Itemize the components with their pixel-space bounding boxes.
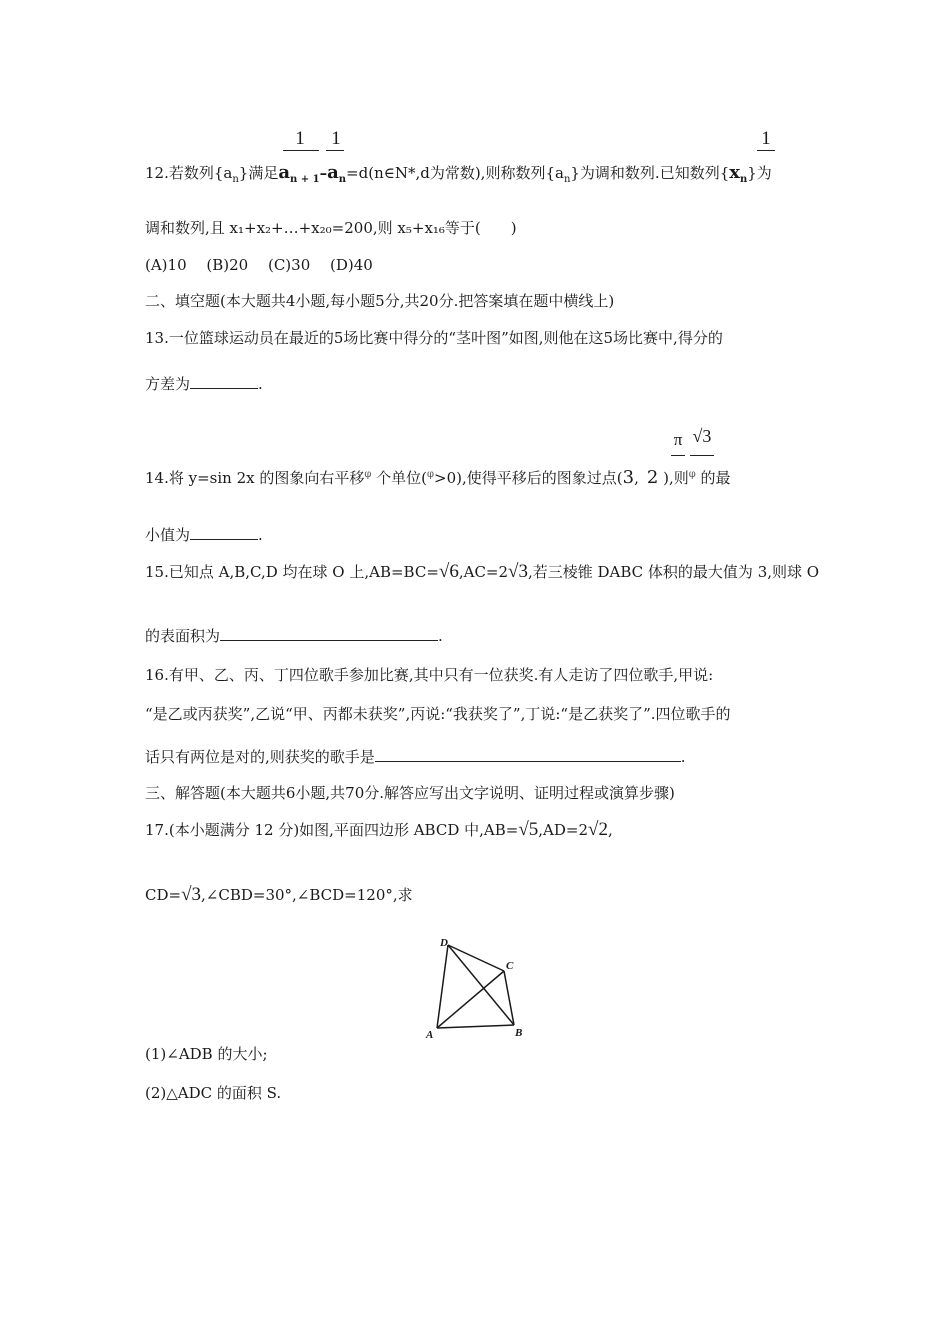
q12-prefix-sub: n [232,174,239,185]
q13-line-2 [145,372,263,394]
q12-xn-sub: n [739,174,748,185]
diagonal-db [448,945,514,1025]
q14-part1: 14.将 y=sin 2x 的图象向右平移 [145,469,365,487]
q14-part3: >0),使得平移后的图象过点( [434,469,623,487]
q14-frac-bar-1 [671,455,685,456]
q12-xn: x [729,162,740,183]
q14-end: . [258,526,263,544]
q14-line-2 [145,523,263,545]
q14-frac-pi: π [673,430,683,449]
q16-label: 话只有两位是对的,则获奖的歌手是 [145,748,375,766]
q14-phi-2: φ [427,469,435,480]
edge-ab [437,1025,514,1028]
q17-sqrt3: √3 [181,884,202,905]
section-2-heading: 二、填空题(本大题共4小题,每小题5分,共20分.把答案填在题中横线上) [145,292,615,310]
q12-suffix: }为 [747,164,772,182]
q12-an1-sub: n + 1 [290,174,320,185]
q14-label: 小值为 [145,526,191,544]
q14-answer-blank [190,523,258,540]
q14-frac-sqrt3: √3 [692,426,712,446]
q16-answer-blank [375,745,681,762]
q15-line-1 [145,562,819,582]
q15-part1: 15.已知点 A,B,C,D 均在球 O 上,AB=BC= [145,563,439,581]
q12-frac-bar-1 [283,150,319,151]
label-d: D [440,937,448,949]
q12-prefix: 12.若数列{a [145,164,233,182]
q12-mid2-sub: n [563,174,571,185]
q17-line-2 [145,885,413,905]
q12-an2: a [327,162,339,183]
q16-line-2: “是乙或丙获奖”,乙说“甲、丙都未获奖”,丙说:“我获奖了”,丁说:“是乙获奖了”.四位歌手的 [145,705,731,723]
q17-sub-2: (2)△ADC 的面积 S. [145,1084,282,1102]
quadrilateral-figure [420,935,535,1045]
q15-line-2 [145,624,443,646]
q16-end: . [680,748,686,766]
edge-da [437,945,448,1028]
q12-frac-num-1: 1 [295,128,305,149]
q14-frac-bar-2 [690,455,714,456]
label-b: B [515,1027,523,1039]
q12-frac-bar-2 [326,150,344,151]
q14-line-1: 14.将 y=sin 2x 的图象向右平移$^\varphi$ 个单位($^\varphi$>0),使得平移后的图象过点(3, 2 ),则$^\varphi$ 的最 [145,467,731,488]
q13-answer-blank [190,372,258,389]
q12-mid2: =d(n∈N*,d为常数),则称数列{a [346,164,564,182]
q15-end: . [438,627,443,645]
q14-denom-2: 2 [646,467,659,488]
q17-part2: ,AD=2 [538,821,589,839]
q15-sqrt6: √6 [438,561,459,582]
q16-line-1: 16.有甲、乙、丙、丁四位歌手参加比赛,其中只有一位获奖.有人走访了四位歌手,甲说: [145,666,714,684]
q15-label: 的表面积为 [145,627,221,645]
q12-frac-bar-3 [757,150,775,151]
diagonal-ac [437,971,504,1028]
q17-sqrt2: √2 [588,819,608,840]
label-c: C [506,960,514,972]
q14-denom-3: 3 [622,467,635,488]
q17-part3: , [607,821,613,839]
q12-minus: – [319,164,328,182]
q12-frac-num-3: 1 [761,128,771,149]
q15-part2: ,AC=2 [458,563,509,581]
q12-frac-num-2: 1 [331,128,341,149]
q12-line-1 [145,163,772,190]
q14-phi-1: φ [364,469,372,480]
q15-sqrt3: √3 [508,561,528,582]
q17-cd-label: CD= [145,886,182,904]
edge-cd [448,945,504,971]
q14-phi-3: φ [688,469,696,480]
q12-mid3: }为调和数列.已知数列{ [570,164,730,182]
section-3-heading: 三、解答题(本大题共6小题,共70分.解答应写出文字说明、证明过程或演算步骤) [145,784,675,802]
edge-bc [504,971,514,1025]
q17-line2b: ,∠CBD=30°,∠BCD=120°,求 [201,886,413,904]
q12-line-2: 调和数列,且 x₁+x₂+…+x₂₀=200,则 x₅+x₁₆等于( ) [145,219,517,237]
q13-label: 方差为 [145,375,191,393]
q13-line-1: 13.一位篮球运动员在最近的5场比赛中得分的“茎叶图”如图,则他在这5场比赛中,得分的 [145,329,723,347]
q13-end: . [258,375,263,393]
q16-line-3 [145,745,686,767]
q12-mid1: }满足 [238,164,279,182]
q14-part4: ),则 [663,469,689,487]
q17-line-1 [145,820,613,840]
label-a: A [426,1029,434,1041]
q17-part1: 17.(本小题满分 12 分)如图,平面四边形 ABCD 中,AB= [145,821,519,839]
q15-part3: ,若三棱锥 DABC 体积的最大值为 3,则球 O [527,563,820,581]
q14-part5: 的最 [700,469,731,487]
q14-part2: 个单位( [376,469,428,487]
q12-an1: a [278,162,291,183]
q12-an2-sub: n [338,174,347,185]
q17-sqrt5: √5 [518,819,539,840]
q12-options: (A)10 (B)20 (C)30 (D)40 [145,256,373,274]
q15-answer-blank [220,624,438,641]
q17-sub-1: (1)∠ADB 的大小; [145,1045,268,1063]
